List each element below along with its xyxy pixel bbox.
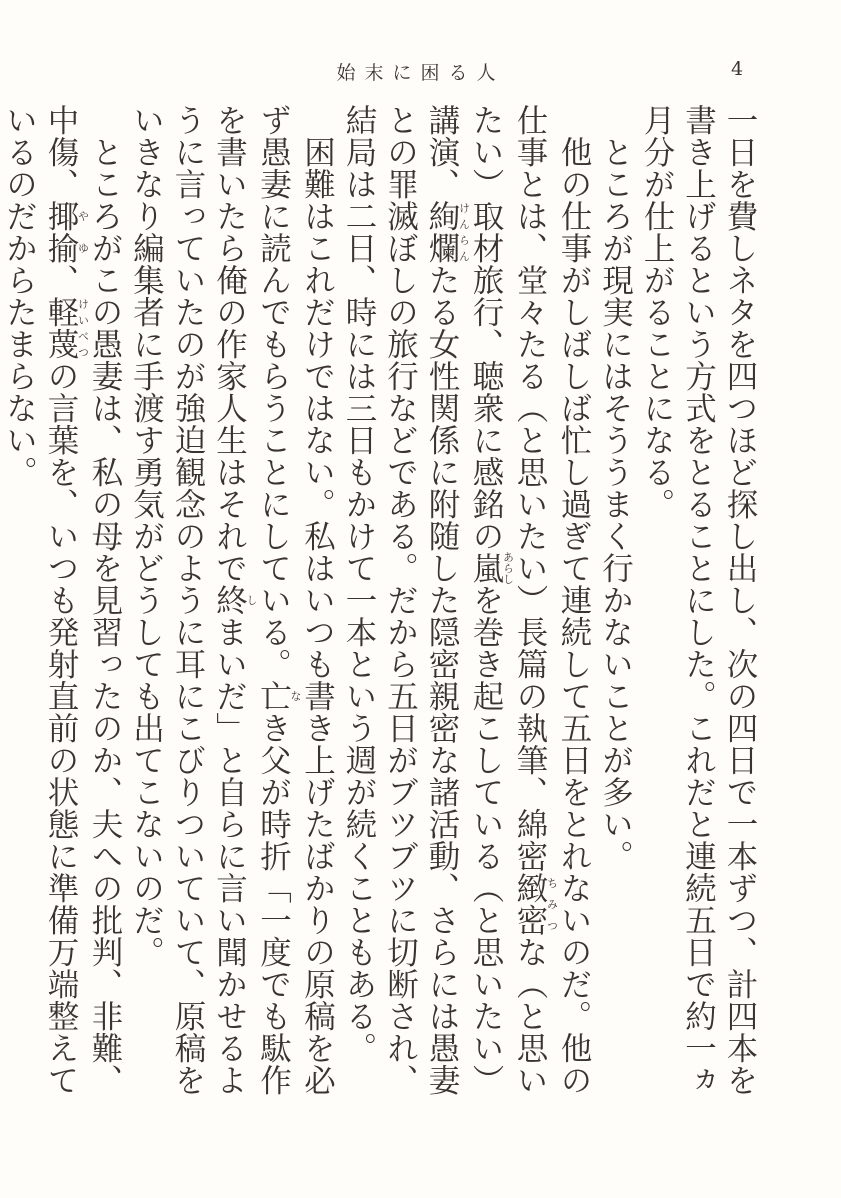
- text-run: まいだ」と自らに言い聞かせるように言っていたのが強迫観念のように耳にこびりついていて、原稿をいきなり編集者に手渡す勇気がどうしても出てこないのだ。: [128, 104, 248, 1096]
- ruby-reading: な: [289, 680, 302, 712]
- text-run: 他の仕事がしばしば忙し過ぎて連続して五日をとれないのだ。他の仕事とは、堂々たる（と思いたい）長篇の執筆、綿密: [512, 104, 592, 1096]
- text-run: き父が時折「一度でも駄作を書いたら俺の作家人生はそれで: [211, 104, 292, 1096]
- ruby-reading: ちみつ: [545, 872, 559, 936]
- ruby-reading: し: [245, 584, 258, 616]
- ruby-reading: けいべつ: [76, 296, 90, 360]
- running-title: 始末に困る人: [336, 62, 505, 84]
- ruby-word: [211, 584, 258, 616]
- text-run: の言葉を、いつも発射直前の状態に準備万端整えているのだからたまらない。: [1, 104, 79, 1096]
- ruby-reading: やゆ: [76, 200, 90, 264]
- ruby-base: 揶揄: [43, 200, 79, 264]
- ruby-word: [468, 551, 515, 585]
- text-run: たる女性関係に附随した隠密親密な諸活動、さらには愚妻との罪滅ぼしの旅行などである。だから五日がブツブツに切断され、結局は二日、時には三日もかけて一本という週が続くこともある。: [341, 104, 460, 1096]
- ruby-reading: あらし: [501, 551, 515, 585]
- ruby-base: 軽蔑: [43, 296, 79, 360]
- paragraph: [125, 104, 338, 1104]
- body-text: [1, 104, 760, 1104]
- paragraph: [338, 104, 595, 1104]
- text-run: ところが現実にはそううまく行かないことが多い。: [597, 135, 634, 872]
- ruby-word: [512, 872, 559, 936]
- ruby-word: [43, 200, 90, 264]
- page-number: 4: [731, 58, 744, 80]
- ruby-reading: けんらん: [457, 200, 471, 264]
- ruby-word: [255, 680, 302, 712]
- ruby-base: 嵐: [468, 551, 504, 585]
- text-run: 、: [43, 264, 79, 296]
- paragraph: [636, 104, 761, 1104]
- ruby-base: 絢爛: [424, 200, 460, 264]
- text-run: 困難はこれだけではない。私はいつも書き上げたばかりの原稿を必ず愚妻に読んでもらうことにしている。: [255, 104, 336, 1096]
- ruby-word: [43, 296, 90, 360]
- text-run: ところがこの愚妻は、私の母を見習ったのか、夫への批判、非難、中傷、: [43, 104, 123, 1096]
- ruby-word: [424, 200, 471, 264]
- text-run: な（と思いたい）取材旅行、聴衆に感銘の: [468, 104, 548, 1096]
- ruby-base: 終: [211, 584, 248, 616]
- text-run: 一日を費しネタを四つほど探し出し、次の四日で一本ずつ、計四本を書き上げるという方式をとることにした。これだと連続五日で約一ヵ月分が仕上がることになる。: [639, 104, 758, 1096]
- text-run: を巻き起こしている（と思いたい）講演、: [424, 104, 504, 1096]
- ruby-base: 緻密: [512, 872, 548, 936]
- ruby-base: 亡: [255, 680, 292, 712]
- paragraph: [594, 104, 636, 1104]
- paragraph: [0, 104, 125, 1104]
